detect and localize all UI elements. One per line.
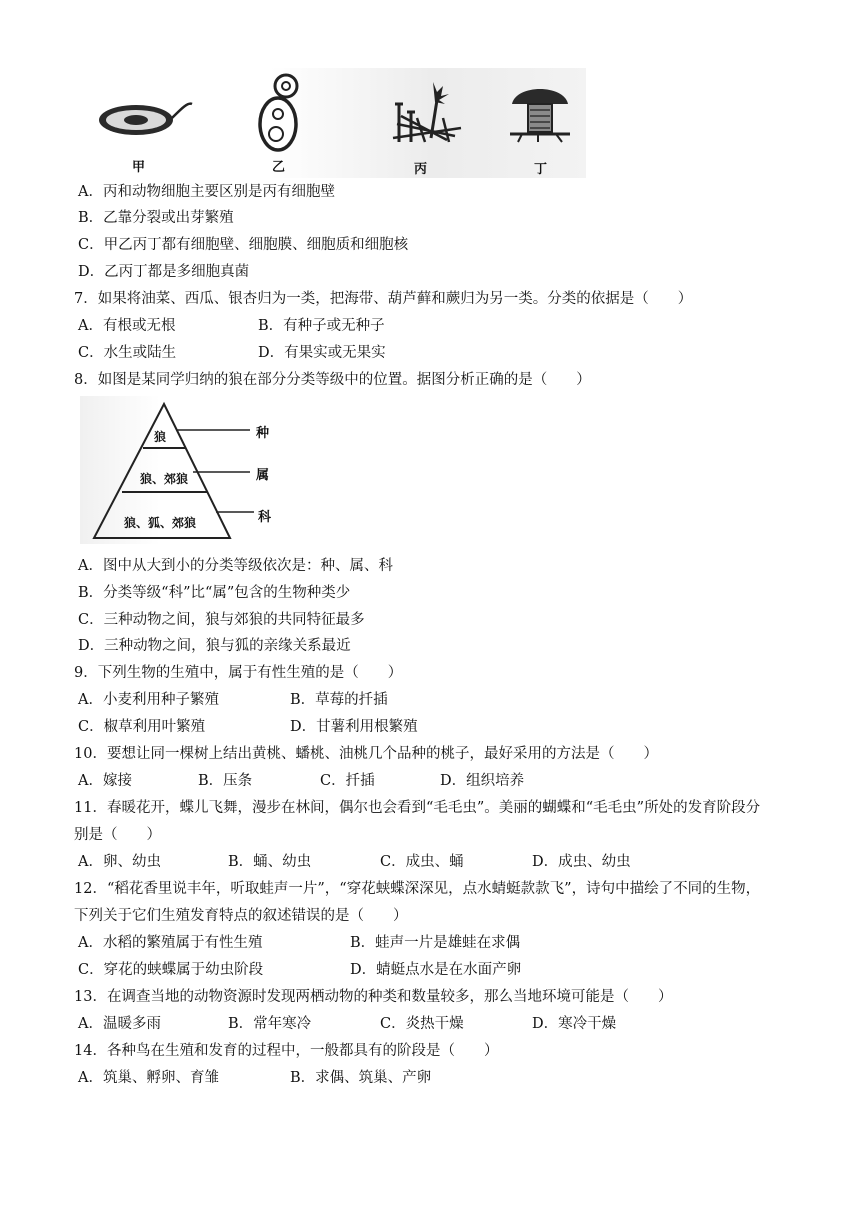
q9-option-d: D．甘薯利用根繁殖 bbox=[290, 719, 418, 735]
q14-option-b: B．求偶、筑巢、产卵 bbox=[290, 1070, 432, 1086]
q14-option-a: A．筑巢、孵卵、育雏 bbox=[78, 1070, 219, 1086]
q14-stem: 14．各种鸟在生殖和发育的过程中，一般都具有的阶段是（ ） bbox=[74, 1043, 499, 1059]
q7-option-c: C．水生或陆生 bbox=[78, 345, 177, 361]
q11-option-b: B．蛹、幼虫 bbox=[228, 854, 312, 870]
q9-stem: 9．下列生物的生殖中，属于有性生殖的是（ ） bbox=[74, 665, 403, 681]
q10-option-a: A．嫁接 bbox=[78, 773, 132, 789]
q11-stem-line2: 别是（ ） bbox=[74, 827, 161, 843]
q11-stem-line1: 11．春暖花开，蝶儿飞舞，漫步在林间，偶尔也会看到“毛毛虫”。美丽的蝴蝶和“毛毛虫”所处的发育阶段分 bbox=[74, 800, 761, 816]
organisms-figure bbox=[76, 68, 586, 178]
label-yi: 乙 bbox=[272, 160, 286, 175]
pyramid-level-genus: 狼、郊狼 bbox=[140, 472, 189, 486]
q6-option-b: B．乙靠分裂或出芽繁殖 bbox=[78, 210, 234, 226]
q13-option-b: B．常年寒冷 bbox=[228, 1016, 312, 1032]
q9-option-b: B．草莓的扦插 bbox=[290, 692, 388, 708]
q13-option-a: A．温暖多雨 bbox=[78, 1016, 161, 1032]
rank-family: 科 bbox=[258, 510, 272, 525]
classification-pyramid-figure bbox=[80, 396, 280, 544]
q7-stem: 7．如果将油菜、西瓜、银杏归为一类，把海带、葫芦藓和蕨归为另一类。分类的依据是（ ） bbox=[74, 291, 693, 307]
q13-option-c: C．炎热干燥 bbox=[380, 1016, 464, 1032]
q10-option-d: D．组织培养 bbox=[440, 773, 525, 789]
organism-ding-icon bbox=[508, 80, 572, 144]
rank-species: 种 bbox=[256, 426, 270, 441]
q7-option-d: D．有果实或无果实 bbox=[258, 345, 386, 361]
q8-option-c: C．三种动物之间，狼与郊狼的共同特征最多 bbox=[78, 612, 365, 628]
label-jia: 甲 bbox=[132, 160, 146, 175]
q13-option-d: D．寒冷干燥 bbox=[532, 1016, 617, 1032]
q7-option-b: B．有种子或无种子 bbox=[258, 318, 385, 334]
organism-jia-icon bbox=[96, 98, 196, 140]
q13-stem: 13．在调查当地的动物资源时发现两栖动物的种类和数量较多，那么当地环境可能是（ ） bbox=[74, 989, 673, 1005]
rank-genus: 属 bbox=[256, 468, 270, 483]
q6-option-c: C．甲乙丙丁都有细胞壁、细胞膜、细胞质和细胞核 bbox=[78, 237, 409, 253]
q11-option-a: A．卵、幼虫 bbox=[78, 854, 161, 870]
q8-option-a: A．图中从大到小的分类等级依次是：种、属、科 bbox=[78, 558, 393, 574]
q12-option-d: D．蜻蜓点水是在水面产卵 bbox=[350, 962, 522, 978]
q6-option-d: D．乙丙丁都是多细胞真菌 bbox=[78, 264, 250, 280]
q8-stem: 8．如图是某同学归纳的狼在部分分类等级中的位置。据图分析正确的是（ ） bbox=[74, 372, 591, 388]
q7-option-a: A．有根或无根 bbox=[78, 318, 176, 334]
organism-bing-icon bbox=[391, 78, 463, 148]
q12-stem-line2: 下列关于它们生殖发育特点的叙述错误的是（ ） bbox=[74, 908, 408, 924]
label-ding: 丁 bbox=[534, 162, 548, 177]
label-bing: 丙 bbox=[414, 162, 428, 177]
pyramid-level-family: 狼、狐、郊狼 bbox=[124, 516, 197, 530]
q9-option-a: A．小麦利用种子繁殖 bbox=[78, 692, 219, 708]
q8-option-b: B．分类等级“科”比“属”包含的生物种类少 bbox=[78, 585, 351, 601]
q12-stem-line1: 12．“稻花香里说丰年，听取蛙声一片”，“穿花蛱蝶深深见，点水蜻蜓款款飞”，诗句中描绘了不同的生物， bbox=[74, 881, 761, 897]
pyramid-level-species: 狼 bbox=[154, 430, 167, 444]
q6-option-a: A．丙和动物细胞主要区别是丙有细胞壁 bbox=[78, 184, 335, 200]
q11-option-d: D．成虫、幼虫 bbox=[532, 854, 631, 870]
q10-stem: 10．要想让同一棵树上结出黄桃、蟠桃、油桃几个品种的桃子，最好采用的方法是（ ） bbox=[74, 746, 658, 762]
q9-option-c: C．椒草利用叶繁殖 bbox=[78, 719, 206, 735]
q12-option-b: B．蛙声一片是雄蛙在求偶 bbox=[350, 935, 521, 951]
q11-option-c: C．成虫、蛹 bbox=[380, 854, 464, 870]
q12-option-c: C．穿花的蛱蝶属于幼虫阶段 bbox=[78, 962, 264, 978]
q12-option-a: A．水稻的繁殖属于有性生殖 bbox=[78, 935, 263, 951]
q10-option-b: B．压条 bbox=[198, 773, 253, 789]
organism-yi-icon bbox=[256, 72, 306, 154]
q10-option-c: C．扦插 bbox=[320, 773, 375, 789]
q8-option-d: D．三种动物之间，狼与狐的亲缘关系最近 bbox=[78, 638, 351, 654]
